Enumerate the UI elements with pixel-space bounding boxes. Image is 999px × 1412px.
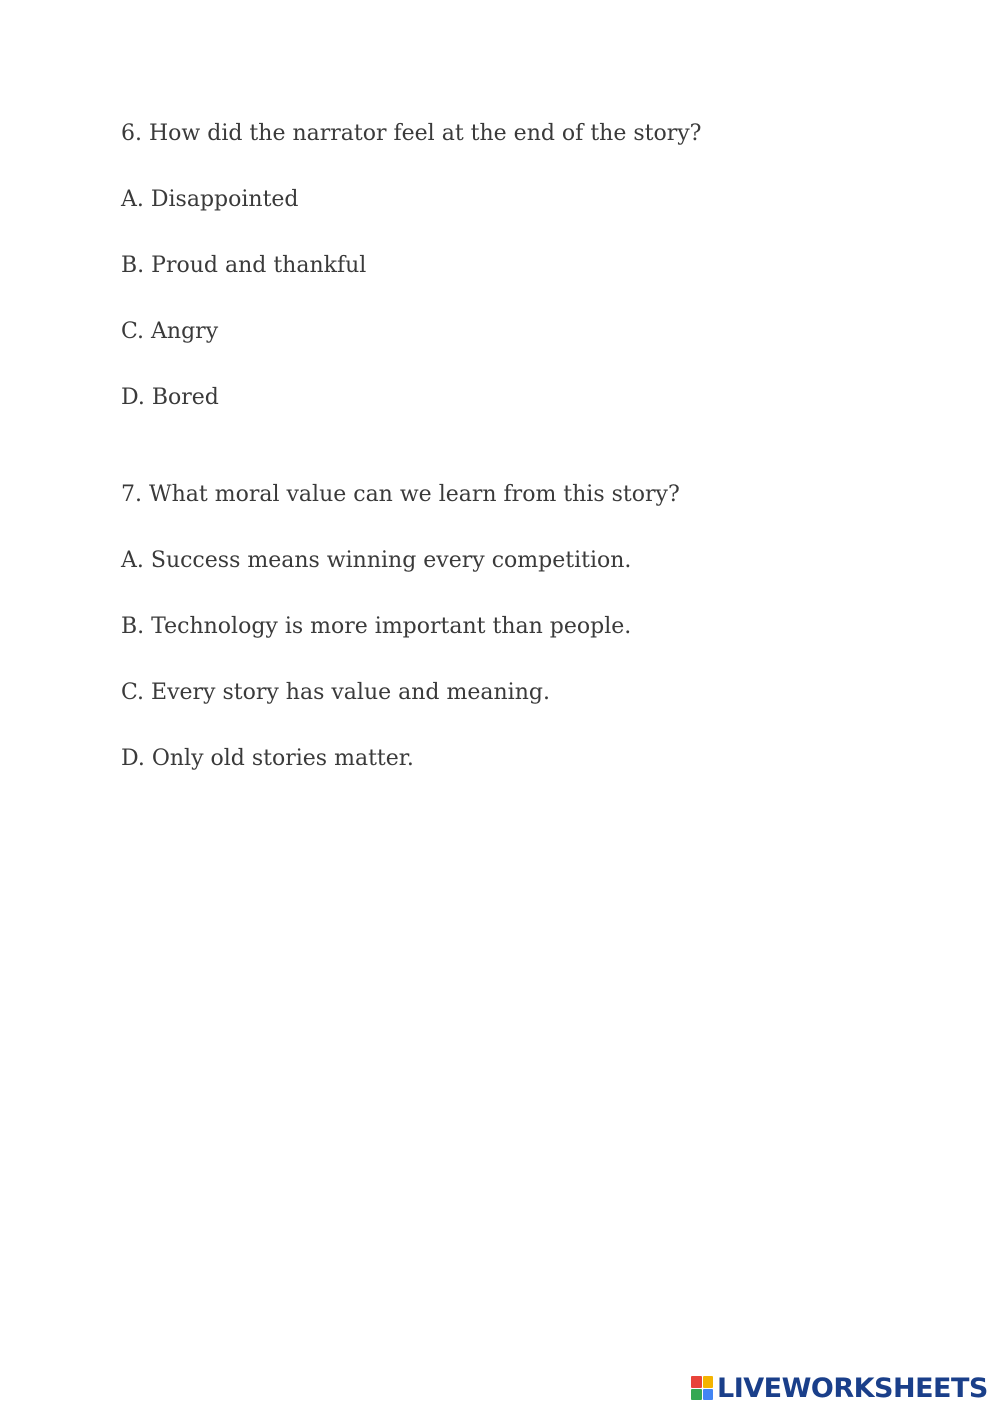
- liveworksheets-brand: [691, 1372, 988, 1404]
- question-7-option-c[interactable]: C. Every story has value and meaning.: [121, 680, 550, 705]
- logo-square-red: [691, 1376, 702, 1388]
- question-6-option-c[interactable]: C. Angry: [121, 319, 219, 344]
- question-7-prompt: 7. What moral value can we learn from this story?: [121, 482, 680, 507]
- question-6-prompt: 6. How did the narrator feel at the end of the story?: [121, 121, 702, 146]
- question-6-option-b[interactable]: B. Proud and thankful: [121, 253, 367, 278]
- brand-name: LIVEWORKSHEETS: [717, 1372, 988, 1404]
- liveworksheets-logo-icon: [691, 1376, 713, 1400]
- question-7-option-b[interactable]: B. Technology is more important than people.: [121, 614, 632, 639]
- question-7-option-a[interactable]: A. Success means winning every competition.: [121, 548, 632, 573]
- question-6-option-a[interactable]: A. Disappointed: [121, 187, 299, 212]
- logo-square-green: [691, 1389, 702, 1401]
- question-7-option-d[interactable]: D. Only old stories matter.: [121, 746, 414, 771]
- logo-square-yellow: [703, 1376, 714, 1388]
- logo-square-blue: [703, 1389, 714, 1401]
- question-6-option-d[interactable]: D. Bored: [121, 385, 219, 410]
